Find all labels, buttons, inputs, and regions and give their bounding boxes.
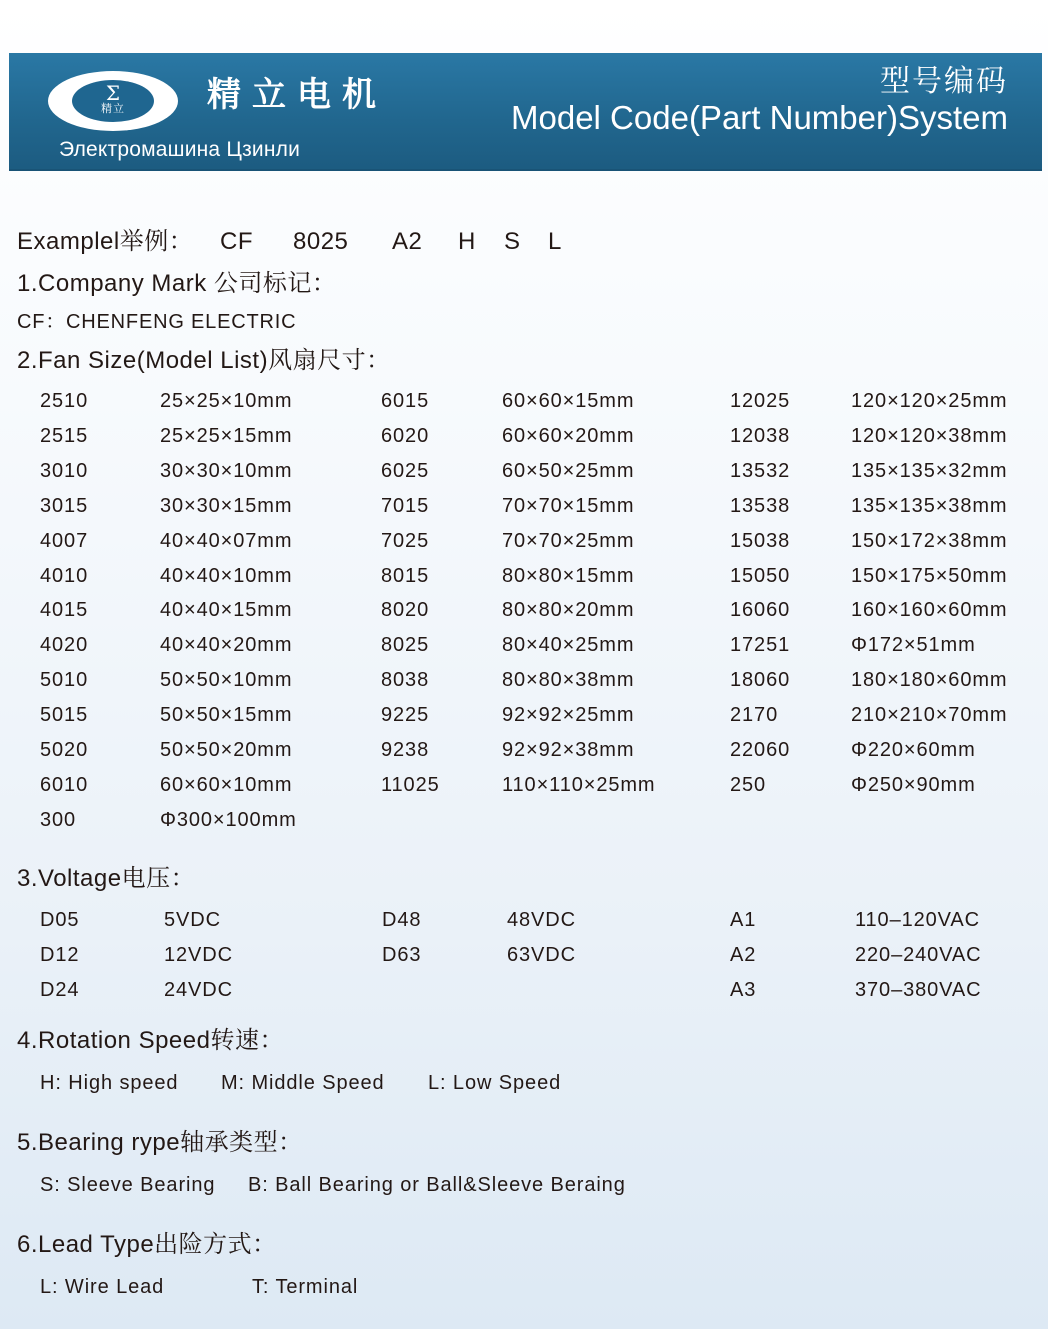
section-fan-size-heading: 2.Fan Size(Model List)风扇尺寸： — [17, 347, 391, 374]
page-title-cn: 型号编码 — [880, 65, 1008, 98]
example-label: Examplel举例： — [17, 228, 194, 255]
logo-inner-oval — [72, 80, 154, 122]
fan-size-code: 250 — [730, 773, 767, 796]
voltage-value: 63VDC — [507, 944, 576, 966]
fan-size-code: 13532 — [730, 459, 791, 482]
fan-size-value: Φ250×90mm — [851, 773, 976, 796]
fan-size-value: 40×40×10mm — [160, 564, 293, 587]
fan-size-value: 70×70×15mm — [502, 494, 635, 517]
fan-size-code: 4007 — [40, 529, 89, 552]
section-lead-type-heading: 6.Lead Type出险方式： — [17, 1231, 277, 1258]
fan-size-value: 110×110×25mm — [502, 773, 656, 796]
fan-size-code: 2510 — [40, 390, 89, 412]
fan-size-value: Φ220×60mm — [851, 739, 976, 761]
fan-size-value: 25×25×15mm — [160, 424, 293, 447]
example-part-bearing: S — [504, 228, 521, 255]
speed-option-low: L: Low Speed — [428, 1072, 562, 1094]
fan-size-code: 9225 — [381, 704, 430, 727]
fan-size-value: 80×80×38mm — [502, 669, 635, 692]
section-rotation-speed-heading: 4.Rotation Speed转速： — [17, 1027, 284, 1054]
fan-size-value: 60×60×10mm — [160, 773, 293, 796]
fan-size-code: 3015 — [40, 494, 89, 517]
lead-option-wire: L: Wire Lead — [40, 1276, 165, 1298]
fan-size-value: Φ300×100mm — [160, 808, 297, 831]
voltage-code: D05 — [40, 909, 80, 931]
fan-size-value: 210×210×70mm — [851, 704, 1008, 727]
fan-size-code: 300 — [40, 808, 77, 831]
lead-option-terminal: T: Terminal — [252, 1276, 359, 1298]
fan-size-value: 92×92×38mm — [502, 739, 635, 761]
voltage-value: 110–120VAC — [855, 909, 981, 931]
example-part-speed: H — [458, 228, 476, 255]
fan-size-value: 25×25×10mm — [160, 390, 293, 412]
fan-size-value: 92×92×25mm — [502, 704, 635, 727]
logo-mark-text: 精立 — [101, 103, 125, 115]
fan-size-value: 40×40×15mm — [160, 599, 293, 622]
fan-size-value: 135×135×32mm — [851, 459, 1008, 482]
speed-option-high: H: High speed — [40, 1072, 179, 1094]
voltage-value: 48VDC — [507, 909, 576, 931]
fan-size-value: 50×50×10mm — [160, 669, 293, 692]
fan-size-code: 12025 — [730, 390, 791, 412]
bearing-option-ball: B: Ball Bearing or Ball&Sleeve Beraing — [248, 1174, 626, 1196]
fan-size-code: 17251 — [730, 634, 791, 657]
fan-size-value: Φ172×51mm — [851, 634, 976, 657]
fan-size-value: 70×70×25mm — [502, 529, 635, 552]
voltage-value: 24VDC — [164, 979, 233, 1001]
fan-size-code: 3010 — [40, 459, 89, 482]
fan-size-value: 180×180×60mm — [851, 669, 1008, 692]
fan-size-code: 8020 — [381, 599, 430, 622]
example-part-voltage: A2 — [392, 228, 423, 255]
fan-size-code: 5010 — [40, 669, 89, 692]
fan-size-value: 60×60×20mm — [502, 424, 635, 447]
section-company-mark-heading: 1.Company Mark 公司标记： — [17, 270, 337, 297]
fan-size-value: 40×40×07mm — [160, 529, 293, 552]
fan-size-code: 22060 — [730, 739, 791, 761]
voltage-value: 5VDC — [164, 909, 221, 931]
page-title-en: Model Code(Part Number)System — [511, 99, 1008, 136]
fan-size-code: 6025 — [381, 459, 430, 482]
fan-size-value: 60×60×15mm — [502, 390, 635, 412]
fan-size-code: 2515 — [40, 424, 89, 447]
fan-size-value: 120×120×25mm — [851, 390, 1008, 412]
brand-name-cn: 精立电机 — [207, 75, 387, 115]
fan-size-code: 5020 — [40, 739, 89, 761]
example-part-size: 8025 — [293, 228, 349, 255]
voltage-value: 220–240VAC — [855, 944, 982, 966]
fan-size-code: 4010 — [40, 564, 89, 587]
fan-size-value: 60×50×25mm — [502, 459, 635, 482]
fan-size-value: 120×120×38mm — [851, 424, 1008, 447]
fan-size-value: 80×40×25mm — [502, 634, 635, 657]
voltage-value: 370–380VAC — [855, 979, 982, 1001]
header-banner — [9, 53, 1042, 171]
fan-size-value: 80×80×20mm — [502, 599, 635, 622]
fan-size-code: 4015 — [40, 599, 89, 622]
logo-glyph: Σ — [105, 81, 121, 105]
bearing-option-sleeve: S: Sleeve Bearing — [40, 1174, 216, 1196]
fan-size-value: 40×40×20mm — [160, 634, 293, 657]
fan-size-value: 150×175×50mm — [851, 564, 1008, 587]
fan-size-code: 8025 — [381, 634, 430, 657]
example-part-lead: L — [548, 228, 562, 255]
example-part-company: CF — [220, 228, 253, 255]
fan-size-code: 12038 — [730, 424, 791, 447]
fan-size-value: 135×135×38mm — [851, 494, 1008, 517]
voltage-code: A1 — [730, 909, 757, 931]
fan-size-code: 16060 — [730, 599, 791, 622]
fan-size-code: 7015 — [381, 494, 430, 517]
fan-size-code: 6015 — [381, 390, 430, 412]
fan-size-code: 4020 — [40, 634, 89, 657]
fan-size-code: 2170 — [730, 704, 779, 727]
section-voltage-heading: 3.Voltage电压： — [17, 865, 196, 892]
fan-size-value: 50×50×20mm — [160, 739, 293, 761]
fan-size-code: 15050 — [730, 564, 791, 587]
fan-size-code: 9238 — [381, 739, 430, 761]
speed-option-middle: M: Middle Speed — [221, 1072, 385, 1094]
fan-size-value: 50×50×15mm — [160, 704, 293, 727]
voltage-code: D12 — [40, 944, 80, 966]
voltage-code: D63 — [382, 944, 422, 966]
fan-size-code: 13538 — [730, 494, 791, 517]
company-mark-text: CF：CHENFENG ELECTRIC — [17, 311, 297, 333]
fan-size-code: 18060 — [730, 669, 791, 692]
fan-size-code: 6010 — [40, 773, 89, 796]
fan-size-value: 80×80×15mm — [502, 564, 635, 587]
voltage-value: 12VDC — [164, 944, 233, 966]
voltage-code: A3 — [730, 979, 757, 1001]
company-logo — [48, 71, 178, 131]
fan-size-code: 15038 — [730, 529, 791, 552]
fan-size-code: 7025 — [381, 529, 430, 552]
voltage-code: A2 — [730, 944, 757, 966]
fan-size-code: 8015 — [381, 564, 430, 587]
fan-size-value: 150×172×38mm — [851, 529, 1008, 552]
section-bearing-type-heading: 5.Bearing rype轴承类型： — [17, 1129, 303, 1156]
fan-size-code: 11025 — [381, 773, 440, 796]
fan-size-code: 5015 — [40, 704, 89, 727]
fan-size-value: 30×30×10mm — [160, 459, 293, 482]
fan-size-code: 8038 — [381, 669, 430, 692]
voltage-code: D48 — [382, 909, 422, 931]
fan-size-code: 6020 — [381, 424, 430, 447]
fan-size-value: 160×160×60mm — [851, 599, 1008, 622]
fan-size-value: 30×30×15mm — [160, 494, 293, 517]
voltage-code: D24 — [40, 979, 80, 1001]
brand-name-ru: Электромашина Цзинли — [59, 138, 301, 161]
